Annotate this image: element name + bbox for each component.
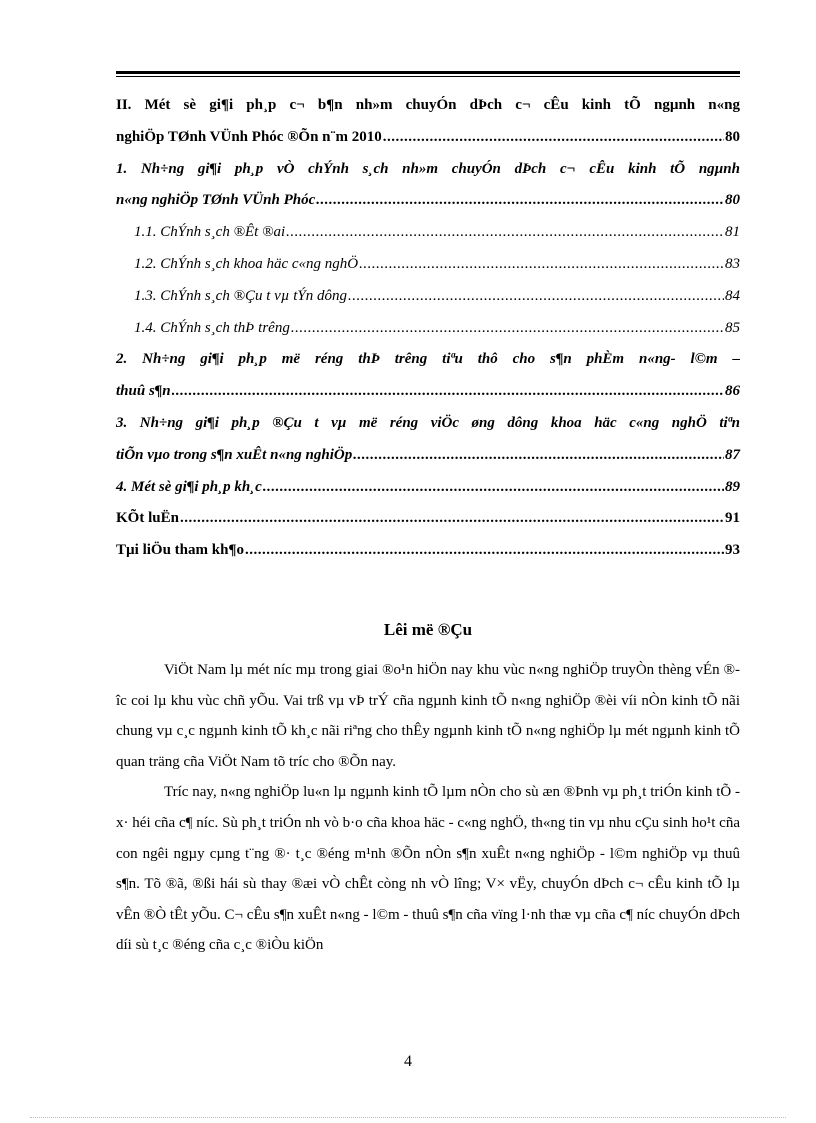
- page-bottom-border: [30, 1117, 786, 1118]
- toc-entry[interactable]: [116, 376, 740, 408]
- toc-dot-leader: [359, 249, 724, 281]
- toc-entry[interactable]: [116, 535, 740, 567]
- toc-entry[interactable]: [116, 122, 740, 154]
- toc-entry-title: 1.4. ChÝnh s¸ch thÞ trêng: [134, 319, 290, 336]
- toc-entry-title: KÕt luËn: [116, 510, 179, 527]
- toc-entry[interactable]: [116, 185, 740, 217]
- toc-dot-leader: [286, 217, 724, 249]
- page-number: 4: [404, 1053, 412, 1070]
- toc-entry[interactable]: [116, 281, 740, 313]
- toc-entry-page: 89: [725, 478, 740, 495]
- toc-entry-title: 4. Mét sè gi¶i ph¸p kh¸c: [116, 478, 262, 495]
- toc-entry-title: thuû s¶n: [116, 383, 171, 400]
- paragraph-1: ViÖt Nam lµ mét níc mµ trong giai ®o¹n hiÖn nay khu vùc n«ng nghiÖp truyÒn thèng vÉn ®îc coi lµ khu vùc chñ yÕu. Vai trß vµ vÞ trÝ cña ngµnh kinh tÕ n«ng nghiÖp ®èi víi nÒn kinh tÕ nãi chung vµ c¸c ngµnh kinh tÕ kh¸c nãi riªng cho thÊy ngµnh kinh tÕ n«ng nghiÖp lµ mét ngµnh kinh tÕ quan träng cña ViÖt Nam tõ tríc cho ®Õn nay.: [116, 662, 740, 770]
- toc-dot-leader: [348, 281, 724, 313]
- toc-dot-leader: [172, 376, 724, 408]
- toc-entry[interactable]: [116, 408, 740, 440]
- toc-entry-title: tiÕn vµo trong s¶n xuÊt n«ng nghiÖp: [116, 446, 353, 463]
- paragraph-2: Tríc nay, n«ng nghiÖp lu«n lµ ngµnh kinh tÕ lµm nÒn cho sù æn ®Þnh vµ ph¸t triÓn kinh tÕ - x· héi cña c¶ níc. Sù ph¸t triÓn nh vò b·o cña khoa häc - c«ng nghÖ, th«ng tin vµ nhu cÇu sinh ho¹t cña con ngêi ngµy cµng t¨ng ®· t¸c ®éng m¹nh ®Õn nÒn s¶n xuÊt n«ng nghiÖp - l©m nghiÖp vµ thuû s¶n. Tõ ®ã, ®ßi hái sù thay ®æi vÒ chÊt còng nh vÒ lîng; V× vËy, chuyÓn dÞch c¬ cÊu kinh tÕ lµ vÊn ®Ò tÊt yÕu. C¬ cÊu s¶n xuÊt n«ng - l©m - thuû s¶n cña vïng l·nh thæ vµ cña c¶ níc chuyÓn dÞch díi sù t¸c ®éng cña c¸c ®iÒu kiÖn: [116, 784, 740, 954]
- toc-entry-title: 1.1. ChÝnh s¸ch ®Êt ®ai: [134, 224, 286, 241]
- toc-entry[interactable]: [116, 313, 740, 345]
- toc-entry-title: II. Mét sè gi¶i ph¸p c¬ b¶n nh»m chuyÓn dÞch c¬ cÊu kinh tÕ ngµnh n«ng: [116, 97, 740, 113]
- toc-dot-leader: [245, 535, 724, 567]
- toc-entry-page: 80: [725, 192, 740, 209]
- toc-entry[interactable]: [116, 217, 740, 249]
- toc-entry-page: 93: [725, 542, 740, 559]
- toc-entry-page: 86: [725, 383, 740, 400]
- toc-entry-page: 87: [725, 446, 740, 463]
- toc-entry-title: Tµi liÖu tham kh¶o: [116, 542, 245, 559]
- toc-entry[interactable]: [116, 344, 740, 376]
- toc-entry-title: 1.2. ChÝnh s¸ch khoa häc c«ng nghÖ: [134, 255, 359, 272]
- toc-entry-page: 85: [725, 319, 740, 336]
- toc-entry-title: 2. Nh÷ng gi¶i ph¸p më réng thÞ trêng tiªu thô cho s¶n phÈm n«ng- l©m –: [116, 351, 740, 368]
- toc-entry-page: 84: [725, 287, 740, 304]
- toc-entry-title: 1. Nh÷ng gi¶i ph¸p vÒ chÝnh s¸ch nh»m chuyÓn dÞch c¬ cÊu kinh tÕ ngµnh: [116, 160, 740, 177]
- section-heading: Lêi më ®Çu: [383, 620, 473, 639]
- toc-entry-page: 81: [725, 224, 740, 241]
- table-of-contents: [116, 90, 740, 567]
- toc-entry-title: n«ng nghiÖp TØnh VÜnh Phóc: [116, 192, 316, 209]
- toc-dot-leader: [291, 313, 724, 345]
- toc-dot-leader: [263, 472, 724, 504]
- toc-entry[interactable]: [116, 503, 740, 535]
- toc-entry[interactable]: [116, 154, 740, 186]
- toc-entry[interactable]: [116, 90, 740, 122]
- toc-entry-page: 83: [725, 255, 740, 272]
- toc-dot-leader: [383, 122, 724, 154]
- header-rule-thin: [116, 76, 740, 77]
- header-rule-thick: [116, 71, 740, 74]
- toc-dot-leader: [180, 503, 724, 535]
- toc-entry-page: 80: [725, 128, 740, 145]
- toc-dot-leader: [353, 440, 724, 472]
- toc-entry-page: 91: [725, 510, 740, 527]
- section-body: [116, 655, 740, 961]
- toc-entry[interactable]: [116, 249, 740, 281]
- toc-dot-leader: [316, 185, 724, 217]
- toc-entry[interactable]: [116, 472, 740, 504]
- toc-entry-title: nghiÖp TØnh VÜnh Phóc ®Õn n¨m 2010: [116, 128, 382, 145]
- toc-entry-title: 3. Nh÷ng gi¶i ph¸p ®Çu t vµ më réng viÖc øng dông khoa häc c«ng nghÖ tiªn: [116, 414, 740, 431]
- toc-entry-title: 1.3. ChÝnh s¸ch ®Çu t vµ tÝn dông: [134, 287, 347, 304]
- toc-entry[interactable]: [116, 440, 740, 472]
